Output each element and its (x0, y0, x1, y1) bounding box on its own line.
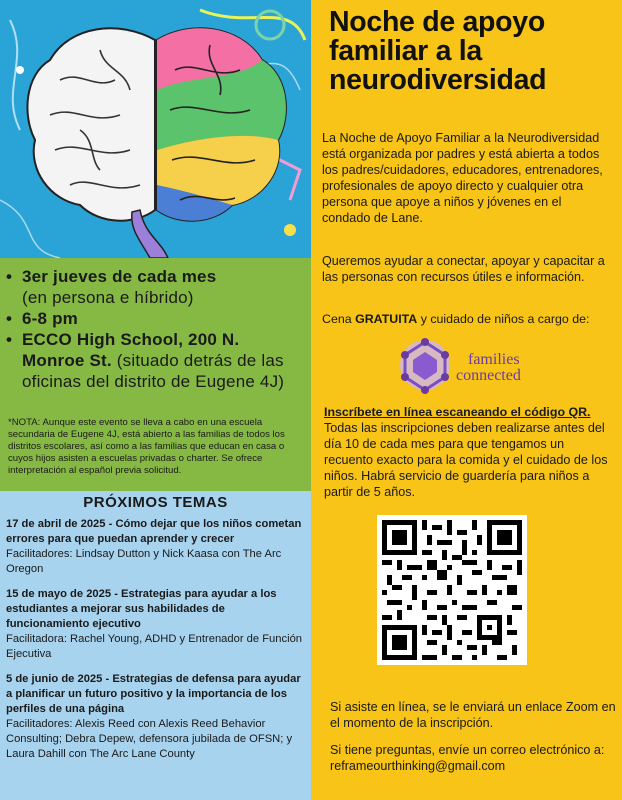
brain-illustration (0, 0, 311, 258)
meal-info (322, 311, 622, 327)
topic-title: 15 de mayo de 2025 - Estrategias para ayudar a los estudiantes a mejorar sus habilidades de funcionamiento ejecutivo (6, 588, 277, 630)
event-details (0, 258, 311, 411)
detail-location-normal: (situado detrás de las oficinas del distrito de Eugene 4J) (22, 351, 285, 391)
qr-code[interactable] (377, 515, 527, 665)
logo-line1: families (468, 351, 520, 368)
register-link[interactable]: Inscríbete en línea escaneando el código QR. (324, 405, 591, 419)
topic-item (0, 587, 311, 662)
detail-location-bold: ECCO High School, 200 N. Monroe St. (22, 330, 240, 370)
upcoming-topics (0, 491, 311, 800)
contact-text: Si tiene preguntas, envíe un correo electrónico a: (330, 743, 605, 757)
detail-time (22, 308, 305, 329)
event-goal: Queremos ayudar a conectar, apoyar y capacitar a las personas con recursos útiles e información. (322, 254, 605, 284)
page-title: Noche de apoyo familiar a la neurodiversidad (329, 6, 547, 96)
detail-schedule-bold: 3er jueves de cada mes (22, 267, 217, 286)
detail-time-bold: 6-8 pm (22, 309, 78, 328)
logo-icon (396, 336, 454, 394)
topics-heading: PRÓXIMOS TEMAS (83, 494, 228, 511)
brain-image (0, 0, 311, 258)
topic-title: 17 de abril de 2025 - Cómo dejar que los niños cometan errores para que puedan aprender y crecer (6, 518, 302, 545)
meal-suffix: y cuidado de niños a cargo de: (420, 312, 590, 326)
topic-title: 5 de junio de 2025 - Estrategias de defensa para ayudar a planificar un futuro positivo y la importancia de los perfiles de una página (6, 673, 301, 715)
detail-schedule-normal: (en persona e híbrido) (22, 288, 194, 307)
online-info: Si asiste en línea, se le enviará un enlace Zoom en el momento de la inscripción. (330, 700, 616, 730)
contact-email[interactable]: reframeourthinking@gmail.com (330, 759, 506, 773)
topic-facilitators: Facilitadores: Alexis Reed con Alexis Reed Behavior Consulting; Debra Depew, defensora jubilada de OFSN; y Laura Dahill con The Arc Lane County (6, 718, 293, 760)
topic-item (0, 672, 311, 762)
note-text: *NOTA: Aunque este evento se lleva a cabo en una escuela secundaria de Eugene 4J, está abierto a las familias de todos los distritos escolares, así como a las familias que educan en casa o cuyos hijos asisten a escuelas privadas o charter. Se ofrece interpretación al español previa solicitud. (8, 417, 285, 476)
meal-bold: GRATUITA (355, 312, 418, 326)
qr-code-image (382, 520, 522, 660)
logo-line2: connected (456, 367, 521, 384)
note-box (0, 411, 311, 491)
logo-text (456, 352, 521, 384)
topic-facilitators: Facilitadora: Rachel Young, ADHD y Entrenador de Función Ejecutiva (6, 633, 303, 660)
register-text: Todas las inscripciones deben realizarse antes del día 10 de cada mes para que tengamos un recuento exacto para la comida y el cuidado de los niños. Habrá servicio de guardería para niños a partir de 5 años. (324, 421, 608, 499)
contact-info (330, 742, 620, 774)
topic-item (0, 517, 311, 577)
detail-location (22, 329, 305, 392)
right-column (311, 0, 622, 800)
detail-schedule (22, 266, 305, 308)
event-description: La Noche de Apoyo Familiar a la Neurodiversidad está organizada por padres y está abierta a todos los padres/cuidadores, educadores, entrenadores, profesionales de apoyo directo y cualquier otra persona que apoye a niños y jóvenes en el condado de Lane. (322, 131, 603, 225)
families-connected-logo (396, 334, 566, 396)
topic-facilitators: Facilitadores: Lindsay Dutton y Nick Kaasa con The Arc Oregon (6, 548, 282, 575)
meal-prefix: Cena (322, 312, 352, 326)
